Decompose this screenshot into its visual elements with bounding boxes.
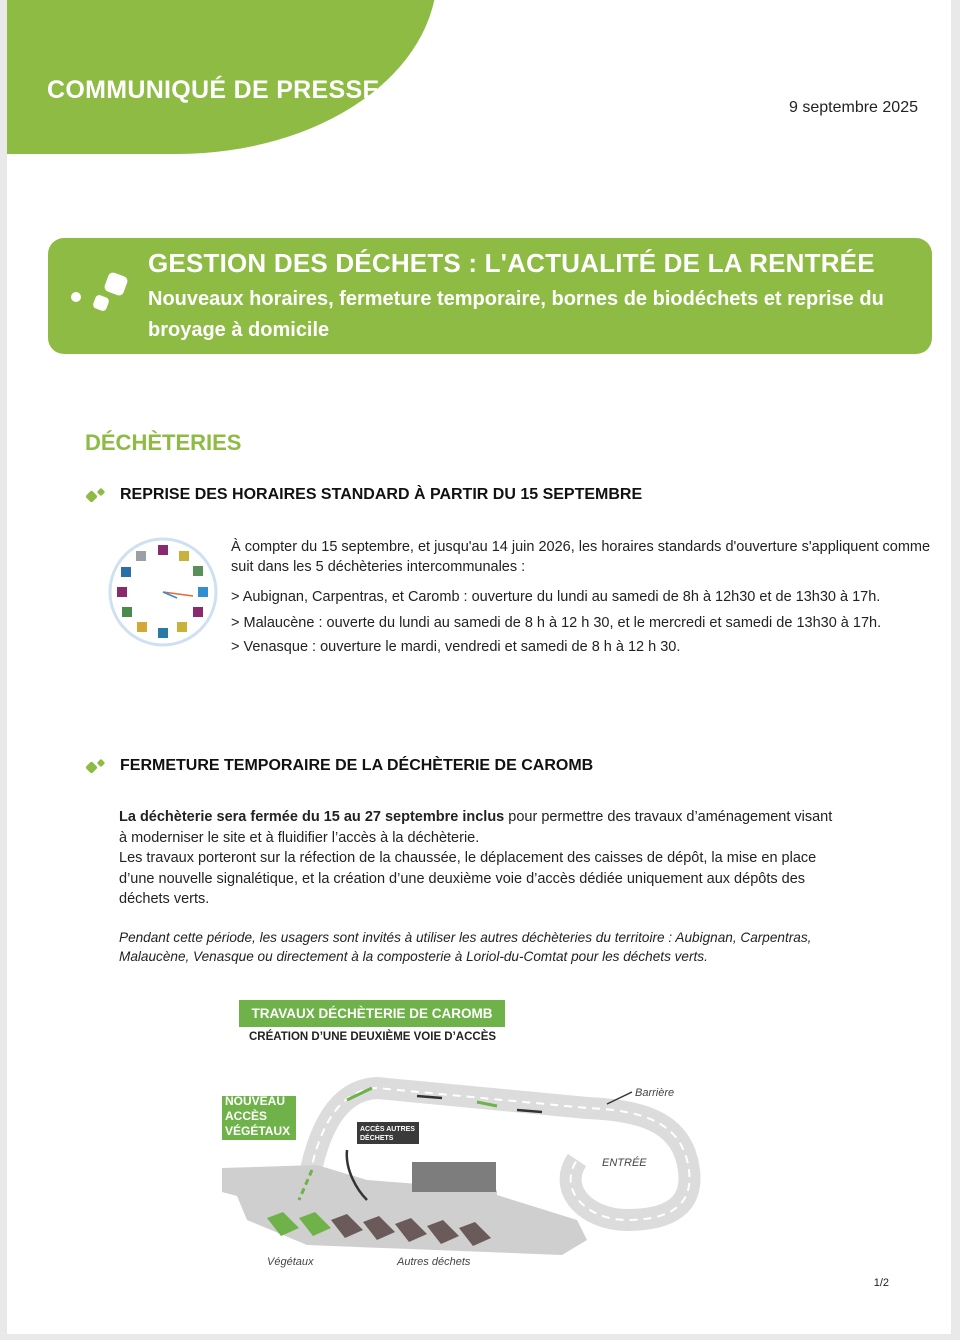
other-access-label-2: DÉCHETS: [360, 1135, 394, 1142]
release-date: 9 septembre 2025: [789, 99, 918, 116]
other-access-label-1: ACCÈS AUTRES: [360, 1126, 415, 1133]
leaf-dots-icon: [64, 270, 128, 326]
map-subtitle: CRÉATION D’UNE DEUXIÈME VOIE D’ACCÈS: [249, 1031, 497, 1043]
closure-text-block: [119, 807, 839, 966]
banner-subtitle: Nouveaux horaires, fermeture temporaire, bornes de biodéchets et reprise du broyage à domicile: [148, 288, 884, 341]
hours-line-venasque: > Venasque : ouverture le mardi, vendredi et samedi de 8 h à 12 h 30.: [231, 639, 681, 655]
press-release-label: COMMUNIQUÉ DE PRESSE: [47, 76, 380, 104]
new-access-label-3: VÉGÉTAUX: [225, 1124, 291, 1138]
page-number: 1/2: [873, 1277, 889, 1289]
new-access-label-2: ACCÈS: [225, 1109, 268, 1123]
closure-bold-lead: La déchèterie sera fermée du 15 au 27 septembre inclus: [119, 809, 505, 825]
hours-line-malaucene: > Malaucène : ouverte du lundi au samedi de 8 h à 12 h 30, et le mercredi et samedi de 13h30 à 17h.: [231, 615, 882, 631]
platform: [222, 1165, 587, 1255]
title-banner: [48, 238, 932, 354]
hours-heading-text: REPRISE DES HORAIRES STANDARD À PARTIR DU 15 SEPTEMBRE: [120, 486, 643, 503]
map-title: TRAVAUX DÉCHÈTERIE DE CAROMB: [239, 1000, 505, 1027]
building: [412, 1162, 496, 1192]
banner-title: GESTION DES DÉCHETS : L'ACTUALITÉ DE LA RENTRÉE: [148, 248, 875, 278]
closure-italic-note: Pendant cette période, les usagers sont invités à utiliser les autres déchèteries du territoire : Aubignan, Carpentras, Malaucène, Venasque ou directement à la composterie à Loriol-du-Comtat pour les déchets verts.: [119, 929, 812, 964]
closure-heading-text: FERMETURE TEMPORAIRE DE LA DÉCHÈTERIE DE CAROMB: [120, 757, 594, 774]
green-waste-label: Végétaux: [267, 1256, 314, 1268]
clock-icon: [107, 536, 219, 648]
bullet-dots-icon: [84, 488, 108, 502]
hours-line-aubignan: > Aubignan, Carpentras, et Caromb : ouverture du lundi au samedi de 8h à 12h30 et de 13h30 à 17h.: [231, 589, 881, 605]
closure-heading: [120, 757, 593, 775]
section-title: DÉCHÈTERIES: [85, 430, 242, 455]
barrier-label: Barrière: [635, 1087, 675, 1099]
document-page: [7, 0, 951, 1334]
closure-lead-rest: pour permettre des travaux d’aménagement visant à moderniser le site et à fluidifier l’accès à la déchèterie.: [119, 809, 833, 846]
other-waste-label: Autres déchets: [397, 1256, 471, 1268]
closure-paragraph-1: [119, 807, 839, 848]
new-access-label-1: NOUVEAU: [225, 1094, 286, 1108]
hours-text-block: [231, 537, 931, 667]
hours-heading: [120, 486, 642, 504]
site-map: [207, 1070, 727, 1280]
closure-paragraph-2: Les travaux porteront sur la réfection de la chaussée, le déplacement des caisses de dépôt, la mise en place d’une nouvelle signalétique, et la création d’une deuxième voie d’accès dédiée uniquement aux dépôts des déchets verts.: [119, 850, 817, 908]
hours-intro: À compter du 15 septembre, et jusqu'au 14 juin 2026, les horaires standards d'ouverture s'appliquent comme suit dans les 5 déchèteries intercommunales :: [231, 539, 931, 575]
bullet-dots-icon: [84, 759, 108, 773]
entry-label: ENTRÉE: [602, 1157, 647, 1169]
